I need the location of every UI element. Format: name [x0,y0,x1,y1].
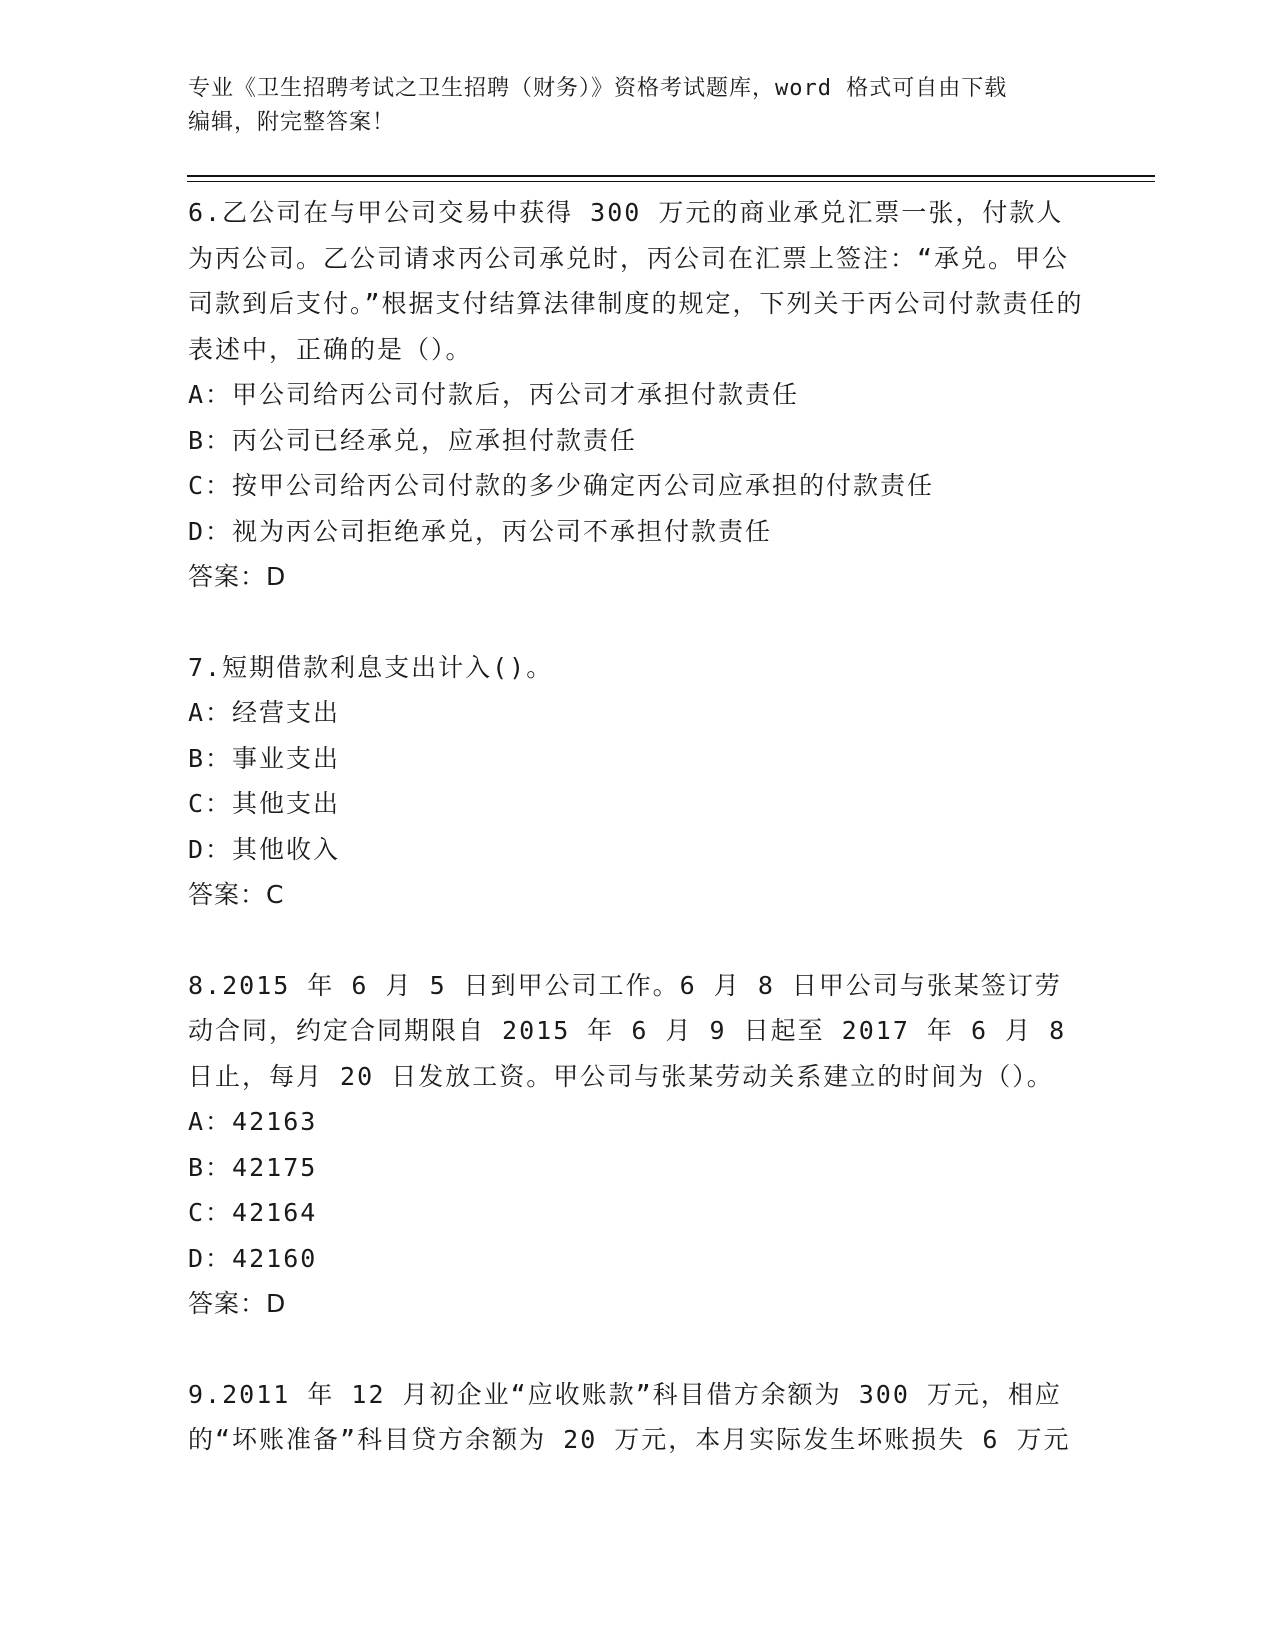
question-9 [188,1372,1088,1463]
question-stem: 8.2015 年 6 月 5 日到甲公司工作。6 月 8 日甲公司与张某签订劳动合同，约定合同期限自 2015 年 6 月 9 日起至 2017 年 6 月 8 日止，每月 20 日发放工资。甲公司与张某劳动关系建立的时间为（）。 [188,970,1067,1091]
question-stem: 6.乙公司在与甲公司交易中获得 300 万元的商业承兑汇票一张，付款人为丙公司。乙公司请求丙公司承兑时，丙公司在汇票上签注：“承兑。甲公司款到后支付。”根据支付结算法律制度的规定，下列关于丙公司付款责任的表述中，正确的是（）。 [188,198,1084,364]
option-a: A：甲公司给丙公司付款后，丙公司才承担付款责任 [188,380,800,409]
option-c: C：按甲公司给丙公司付款的多少确定丙公司应承担的付款责任 [188,471,935,500]
header-line-1: 专业《卫生招聘考试之卫生招聘（财务）》资格考试题库，word 格式可自由下载 [188,76,1008,101]
header-line-2: 编辑，附完整答案！ [188,110,396,135]
question-8 [188,963,1088,1327]
question-stem: 7.短期借款利息支出计入()。 [188,652,554,682]
option-d: D：视为丙公司拒绝承兑，丙公司不承担付款责任 [188,516,773,546]
question-list [188,190,1088,1463]
answer: 答案：C [188,880,285,909]
option-d: D：42160 [188,1243,318,1273]
question-6 [188,190,1088,600]
header-divider-thick [187,175,1155,177]
answer: 答案：D [188,562,287,591]
option-c: C：42164 [188,1198,318,1227]
question-7 [188,645,1088,918]
option-a: A：经营支出 [188,698,341,727]
option-b: B：42175 [188,1152,318,1182]
option-c: C：其他支出 [188,789,341,818]
option-a: A：42163 [188,1107,318,1136]
option-b: B：事业支出 [188,743,341,773]
answer: 答案：D [188,1289,287,1318]
header-divider-thin [187,181,1155,182]
option-d: D：其他收入 [188,834,341,864]
question-stem: 9.2011 年 12 月初企业“应收账款”科目借方余额为 300 万元，相应的“坏账准备”科目贷方余额为 20 万元，本月实际发生坏账损失 6 万元 [188,1379,1071,1454]
document-header [188,72,1088,140]
option-b: B：丙公司已经承兑，应承担付款责任 [188,425,638,455]
